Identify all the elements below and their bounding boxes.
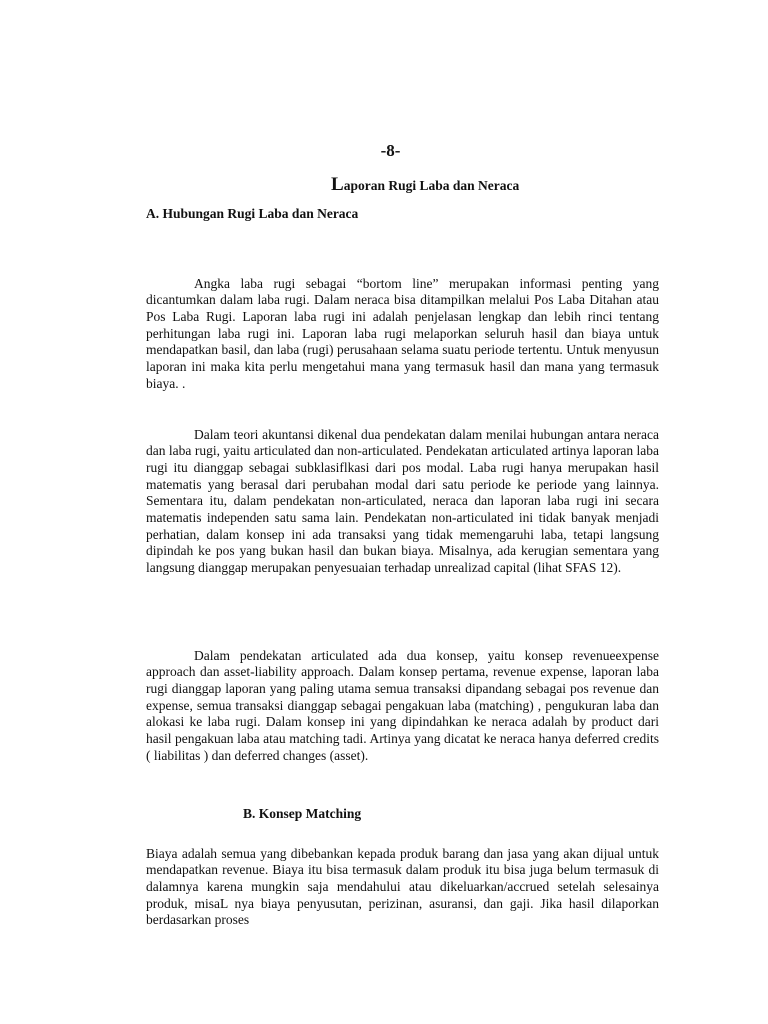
section-b-paragraph-1: Biaya adalah semua yang dibebankan kepada produk barang dan jasa yang akan dijual untuk mendapatkan revenue. Biaya itu bisa termasuk dalam produk itu bisa juga belum termasuk di dalamnya karena mungkin saja mendahului atau dikeluarkan/accrued setelah selesainya produk, misaL nya biaya penyusutan, perizinan, asuransi, dan gaji. Jika hasil dilaporkan berdasarkan proses bbox=[146, 845, 659, 928]
section-b-heading: B. Konsep Matching bbox=[243, 806, 362, 821]
section-a-paragraph-3: Dalam pendekatan articulated ada dua konsep, yaitu konsep revenueexpense approach dan asset-liability approach. Dalam konsep pertama, revenue expense, laporan laba rugi dianggap laporan yang paling utama semua transaksi dipandang sebagai pos revenue dan expense, semua transaksi dianggap sebagai pengakuan laba (matching) , pengukuran laba dan alokasi ke laba rugi. Dalam konsep ini yang dipindahkan ke neraca adalah by product dari hasil pengakuan laba atau matching tadi. Artinya yang dicatat ke neraca hanya deferred credits ( liabilitas ) dan deferred changes (asset). bbox=[146, 647, 659, 763]
chapter-title-rest: aporan Rugi Laba dan Neraca bbox=[343, 178, 520, 193]
section-a-paragraph-2: Dalam teori akuntansi dikenal dua pendekatan dalam menilai hubungan antara neraca dan laba rugi, yaitu articulated dan non-articulated. Pendekatan articulated artinya laporan laba rugi itu dianggap sebagai subklasiflkasi dari pos modal. Laba rugi hanya merupakan hasil matematis yang berasal dari perubahan modal dari satu periode ke periode yang lainnya. Sementara itu, dalam pendekatan non-articulated, neraca dan laporan laba rugi ini secara matematis independen satu sama lain. Pendekatan non-articulated ini tidak banyak menjadi perhatian, dalam konsep ini ada transaksi yang tidak memengaruhi laba, tetapi langsung dipindah ke pos yang bukan hasil dan bukan biaya. Misalnya, ada kerugian sementara yang langsung dianggap merupakan penyesuaian terhadap unrealizad capital (lihat SFAS 12). bbox=[146, 426, 659, 576]
chapter-title-initial: L bbox=[331, 174, 344, 195]
page-number: -8- bbox=[380, 141, 401, 160]
section-a-paragraph-1: Angka laba rugi sebagai “bortom line” merupakan informasi penting yang dicantumkan dalam laba rugi. Dalam neraca bisa ditampilkan melalui Pos Laba Ditahan atau Pos Laba Rugi. Laporan laba rugi ini adalah penjelasan lengkap dan lebih rinci tentang perhitungan laba rugi ini. Laporan laba rugi melaporkan seluruh hasil dan biaya untuk mendapatkan basil, dan laba (rugi) perusahaan selama suatu periode tertentu. Untuk menyusun laporan ini maka kita perlu mengetahui mana yang termasuk hasil dan mana yang termasuk biaya. . bbox=[146, 275, 659, 391]
chapter-title bbox=[331, 174, 519, 196]
section-a-heading: A. Hubungan Rugi Laba dan Neraca bbox=[146, 206, 359, 221]
